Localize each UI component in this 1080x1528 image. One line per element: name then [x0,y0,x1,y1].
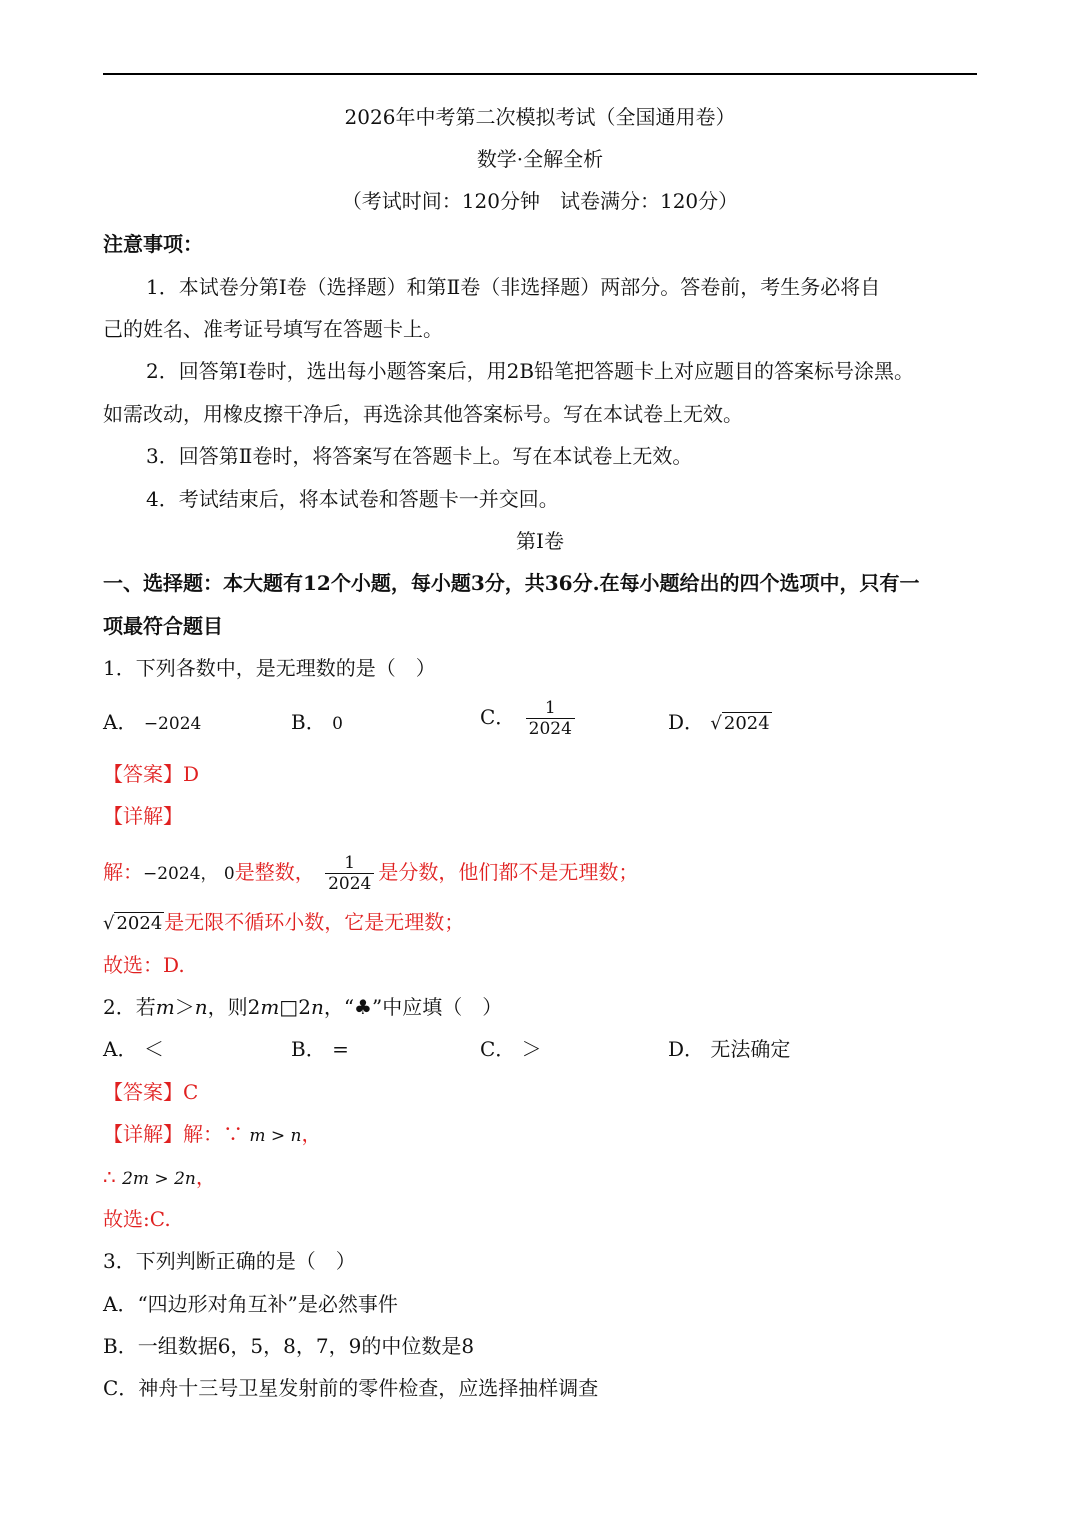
therefore-expression: 2m > 2n [122,1169,196,1189]
stem-prefix: 2．若 [103,995,156,1019]
note-1-line-1: 1．本试卷分第Ⅰ卷（选择题）和第Ⅱ卷（非选择题）两部分。答卷前，考生务必将自 [146,275,881,299]
radicand: 2024 [116,913,163,934]
detail-end: ， [301,1122,322,1146]
note-1-line-2: 己的姓名、准考证号填写在答题卡上。 [103,317,443,341]
var-n: n [194,995,208,1019]
volume-label: 第Ⅰ卷 [516,529,564,553]
therefore-symbol: ∴ [103,1165,116,1189]
option-label: C． [480,1037,516,1061]
solution-mid: 是整数， [234,860,315,884]
coef-2: 2 [247,995,261,1019]
option-label: D． [668,710,705,734]
exam-time-info: （考试时间：120分钟 试卷满分：120分） [341,189,739,213]
exam-subtitle: 数学·全解全析 [476,147,604,171]
option-label: D． [668,1037,705,1061]
q2-detail [103,1122,977,1148]
q2-choice: 故选:C. [103,1207,171,1231]
q3-option-b: B．一组数据6，5，8，7，9的中位数是8 [103,1334,475,1358]
option-value: ＜ [143,1037,164,1061]
q1-detail-label: 【详解】 [103,804,183,828]
note-2-line-2: 如需改动，用橡皮擦干净后，再选涂其他答案标号。写在本试卷上无效。 [103,402,743,426]
note-4: 4．考试结束后，将本试卷和答题卡一并交回。 [146,487,559,511]
option-label: B． [291,710,326,734]
detail-text: 【详解】解：∵ [103,1122,243,1146]
fraction [325,853,374,894]
solution-value-b: 0 [223,864,235,884]
stem-mid: ，则 [207,995,248,1019]
solution-value-a: −2024， [143,864,218,884]
coef-2: 2 [298,995,311,1019]
stem-rest: “♣”中应填（ ） [343,995,503,1019]
q3-stem: 3．下列判断正确的是（ ） [103,1249,356,1273]
top-rule [103,73,977,75]
section-heading-line-2: 项最符合题目 [103,614,223,638]
q1-choice: 故选：D. [103,953,185,977]
q1-solution-line-1 [103,848,977,896]
radicand: 2024 [723,713,770,734]
q1-option-d [668,710,772,736]
option-value: = [332,1037,349,1061]
q2-therefore [103,1165,977,1191]
q3-option-a: A．“四边形对角互补”是必然事件 [103,1292,398,1316]
q1-stem: 1．下列各数中，是无理数的是（ ） [103,656,436,680]
solution-end: 是分数，他们都不是无理数； [378,860,639,884]
q2-option-b [291,1037,349,1061]
q1-answer: 【答案】D [103,762,200,786]
option-label: C． [480,705,516,729]
therefore-end: ， [195,1165,216,1189]
fraction-denominator: 2024 [528,719,572,739]
fraction [526,698,575,739]
option-value: ＞ [521,1037,542,1061]
section-heading-line-1: 一、选择题：本大题有12个小题，每小题3分，共36分.在每小题给出的四个选项中，只有一 [103,571,920,595]
q3-option-c: C．神舟十三号卫星发射前的零件检查，应选择抽样调查 [103,1376,599,1400]
q1-option-b [291,710,343,736]
blank-box: □ [279,995,299,1019]
q2-answer: 【答案】C [103,1080,199,1104]
notes-heading: 注意事项： [103,232,203,256]
note-3: 3．回答第Ⅱ卷时，将答案写在答题卡上。写在本试卷上无效。 [146,444,693,468]
square-root: √ 2024 [103,913,163,934]
option-value: 无法确定 [710,1037,791,1061]
option-label: A． [103,1037,138,1061]
option-label: B． [291,1037,326,1061]
greater-than: ＞ [174,995,195,1019]
q1-option-a [103,710,201,736]
solution-text: 是无限不循环小数，它是无理数； [164,910,465,934]
fraction-denominator: 2024 [328,874,372,894]
note-2-line-1: 2．回答第Ⅰ卷时，选出每小题答案后，用2B铅笔把答题卡上对应题目的答案标号涂黑。 [146,359,915,383]
option-label: A． [103,710,138,734]
solution-prefix: 解： [103,860,143,884]
fraction-numerator: 1 [526,698,575,719]
option-value: 0 [332,714,343,734]
square-root: √ 2024 [710,713,770,734]
exam-title: 2026年中考第二次模拟考试（全国通用卷） [344,105,736,129]
comma: ， [323,995,344,1019]
q2-option-d [668,1037,790,1061]
detail-expression: m > n [249,1126,302,1146]
fraction-numerator: 1 [325,853,374,874]
q2-option-a [103,1037,164,1061]
q1-option-c [480,698,579,739]
q2-stem: 2．若m＞n，则2m□2n，“♣”中应填（ ） [103,995,503,1019]
q1-solution-line-2 [103,910,977,936]
var-m: m [155,995,175,1019]
option-value: −2024 [143,714,202,734]
q2-option-c [480,1037,542,1061]
